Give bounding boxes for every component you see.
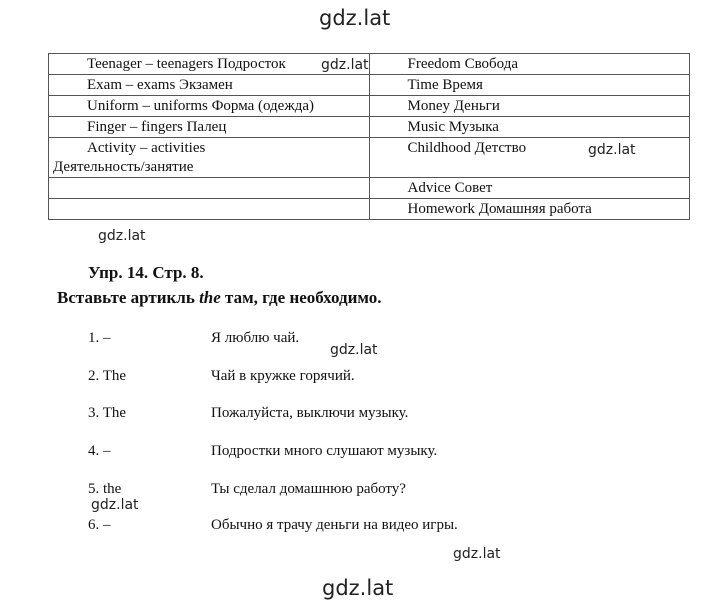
vocab-cell-left: Exam – exams Экзамен <box>49 75 370 96</box>
task-article: the <box>199 288 221 307</box>
task-text-after: там, где необходимо. <box>220 288 382 307</box>
watermark-item5: gdz.lat <box>91 497 139 513</box>
vocabulary-table <box>48 53 690 220</box>
table-row <box>49 178 690 199</box>
vocab-cell-left-empty <box>49 178 370 199</box>
translation-5: Ты сделал домашнюю работу? <box>211 481 406 497</box>
table-row <box>49 54 690 75</box>
watermark-top: gdz.lat <box>319 6 391 30</box>
vocab-cell-right: Advice Совет <box>369 178 690 199</box>
exercise-task <box>57 288 382 308</box>
vocab-cell-left <box>49 138 370 178</box>
exercise-title: Упр. 14. Стр. 8. <box>88 263 204 282</box>
vocab-cell-left: Finger – fingers Палец <box>49 117 370 138</box>
table-row <box>49 96 690 117</box>
translation-6: Обычно я трачу деньги на видео игры. <box>211 517 458 533</box>
vocab-cell-left: Uniform – uniforms Форма (одежда) <box>49 96 370 117</box>
vocab-cell-right: Time Время <box>369 75 690 96</box>
vocab-cell-right: Childhood Детство <box>369 138 690 178</box>
table-row <box>49 199 690 220</box>
watermark-lower-right: gdz.lat <box>453 546 501 562</box>
answer-3: 3. The <box>88 405 127 421</box>
table-row <box>49 138 690 178</box>
watermark-table: gdz.lat <box>321 57 369 73</box>
watermark-bottom: gdz.lat <box>322 576 394 600</box>
vocab-cell-right: Homework Домашняя работа <box>369 199 690 220</box>
vocab-cell-right: Freedom Свобода <box>369 54 690 75</box>
vocab-cell-right: Music Музыка <box>369 117 690 138</box>
watermark-mid: gdz.lat <box>330 342 378 358</box>
translation-3: Пожалуйста, выключи музыку. <box>211 405 409 421</box>
answer-5: 5. the <box>88 481 122 497</box>
vocab-cell-left-empty <box>49 199 370 220</box>
vocab-word-continuation: Деятельность/занятие <box>53 159 194 175</box>
translation-2: Чай в кружке горячий. <box>211 368 355 384</box>
answer-1: 1. – <box>88 330 111 346</box>
answer-2: 2. The <box>88 368 127 384</box>
vocab-word: Activity – activities <box>87 140 206 156</box>
table-row <box>49 117 690 138</box>
vocab-cell-left: Teenager – teenagers Подросток <box>49 54 370 75</box>
translation-4: Подростки много слушают музыку. <box>211 443 438 459</box>
task-text-before: Вставьте артикль <box>57 288 200 307</box>
watermark-table-right: gdz.lat <box>588 142 636 158</box>
vocab-cell-right: Money Деньги <box>369 96 690 117</box>
answer-6: 6. – <box>88 517 111 533</box>
table-row <box>49 75 690 96</box>
watermark-left: gdz.lat <box>98 228 146 244</box>
translation-1: Я люблю чай. <box>211 330 300 346</box>
answer-4: 4. – <box>88 443 111 459</box>
